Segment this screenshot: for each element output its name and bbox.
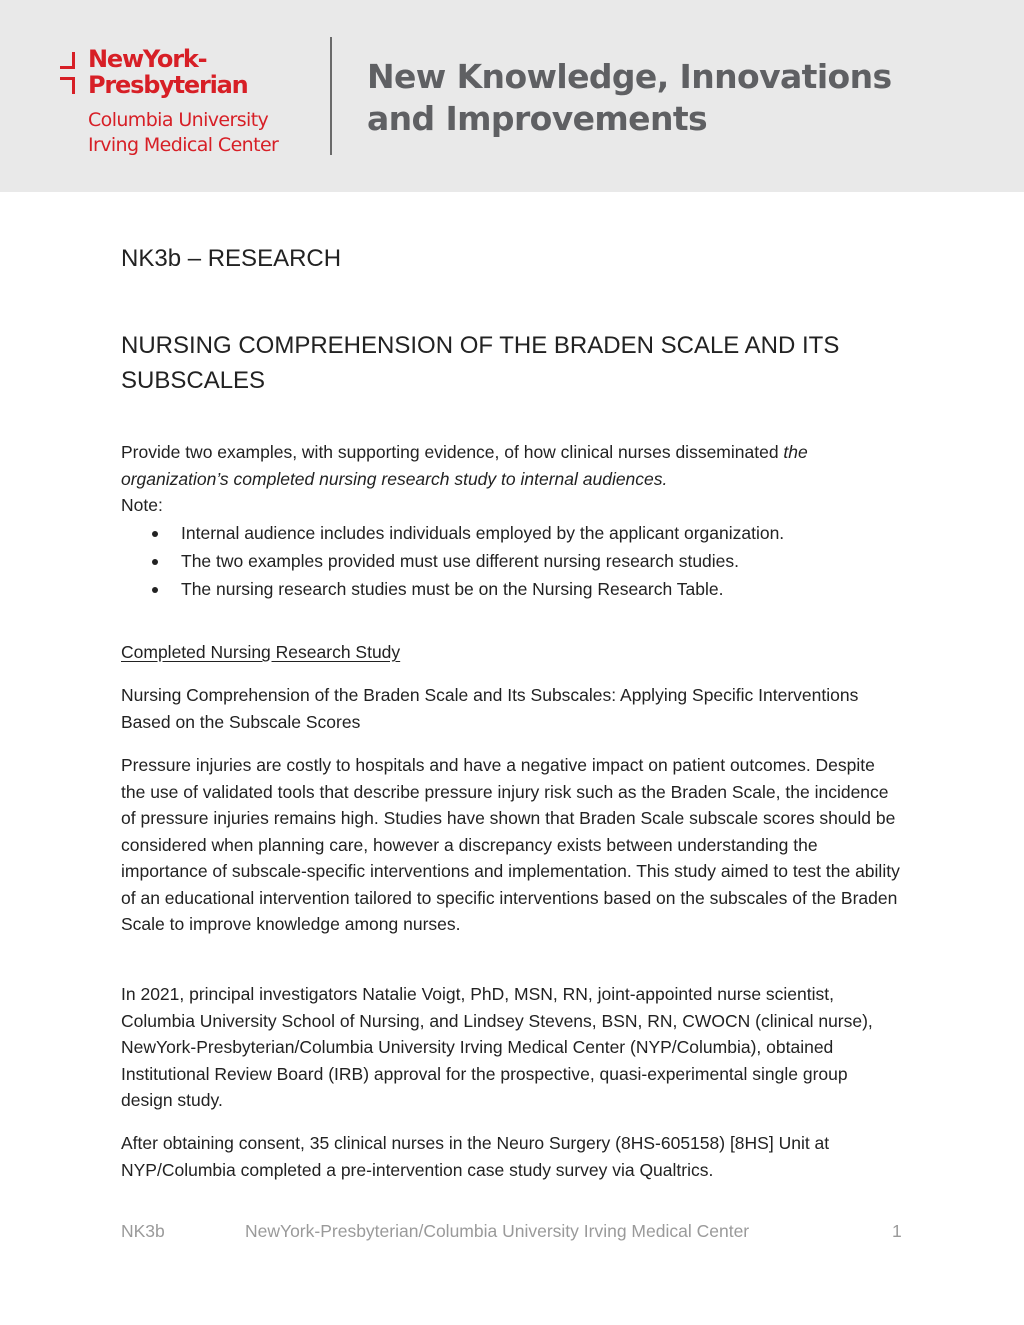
page-footer [121, 1218, 911, 1244]
completed-study-heading: Completed Nursing Research Study [121, 642, 401, 662]
logo-sub-line2: Irving Medical Center [88, 134, 279, 156]
note-label: Note: [121, 495, 163, 515]
logo-name [88, 46, 248, 98]
background-paragraph: Pressure injuries are costly to hospitals and have a negative impact on patient outcomes. Despite the use of validated tools that describe pressure injury risk such as the Braden Scale, the incidence of pressure injuries remains high. Studies have shown that Braden Scale subscale scores should be considered when planning care, however a discrepancy exists between understanding the importance of subscale-specific interventions and implementation. This study aimed to test the ability of an educational intervention tailored to specific interventions based on the subscales of the Braden Scale to improve knowledge among nurses. [121, 755, 900, 934]
notes-list [121, 519, 901, 603]
prompt-italic: the organization’s completed nursing research study to internal audiences. [121, 442, 808, 489]
logo-name-line1: NewYork- [88, 45, 207, 73]
header-band [0, 0, 1024, 192]
note-text: Internal audience includes individuals employed by the applicant organization. [181, 523, 785, 543]
study-title-paragraph: Nursing Comprehension of the Braden Scale and Its Subscales: Applying Specific Interventions Based on the Subscale Scores [121, 685, 859, 732]
document-title: NURSING COMPREHENSION OF THE BRADEN SCALE AND ITS SUBSCALES [121, 332, 840, 394]
prompt-regular: Provide two examples, with supporting evidence, of how clinical nurses disseminated [121, 442, 784, 462]
nyp-logo [60, 46, 310, 161]
nyp-logo-mark-icon [60, 52, 80, 96]
section-code: NK3b – RESEARCH [121, 245, 342, 272]
note-text: The nursing research studies must be on the Nursing Research Table. [181, 579, 724, 599]
prompt-text [121, 439, 901, 519]
bullet-icon [152, 587, 158, 593]
header-title-line2: and Improvements [367, 99, 708, 138]
list-item [121, 519, 901, 547]
investigators-paragraph: In 2021, principal investigators Natalie Voigt, PhD, MSN, RN, joint-appointed nurse scientist, Columbia University School of Nursing, and Lindsey Stevens, BSN, RN, CWOCN (clinical nurse), NewYork-Presbyterian/Columbia University Irving Medical Center (NYP/Columbia), obtained Institutional Review Board (IRB) approval for the prospective, quasi-experimental single group design study. [121, 984, 873, 1110]
list-item [121, 575, 901, 603]
logo-subtitle [88, 108, 278, 158]
bullet-icon [152, 531, 158, 537]
page-number: 1 [892, 1221, 902, 1241]
list-item [121, 547, 901, 575]
consent-paragraph: After obtaining consent, 35 clinical nurses in the Neuro Surgery (8HS-605158) [8HS] Unit at NYP/Columbia completed a pre-intervention case study survey via Qualtrics. [121, 1133, 830, 1180]
header-divider [330, 37, 332, 155]
footer-code: NK3b [121, 1221, 165, 1241]
logo-sub-line1: Columbia University [88, 109, 269, 131]
header-title-line1: New Knowledge, Innovations [367, 57, 892, 96]
header-title [367, 56, 892, 140]
logo-name-line2: Presbyterian [88, 71, 248, 99]
footer-organization: NewYork-Presbyterian/Columbia University Irving Medical Center [245, 1221, 750, 1241]
bullet-icon [152, 559, 158, 565]
note-text: The two examples provided must use different nursing research studies. [181, 551, 740, 571]
